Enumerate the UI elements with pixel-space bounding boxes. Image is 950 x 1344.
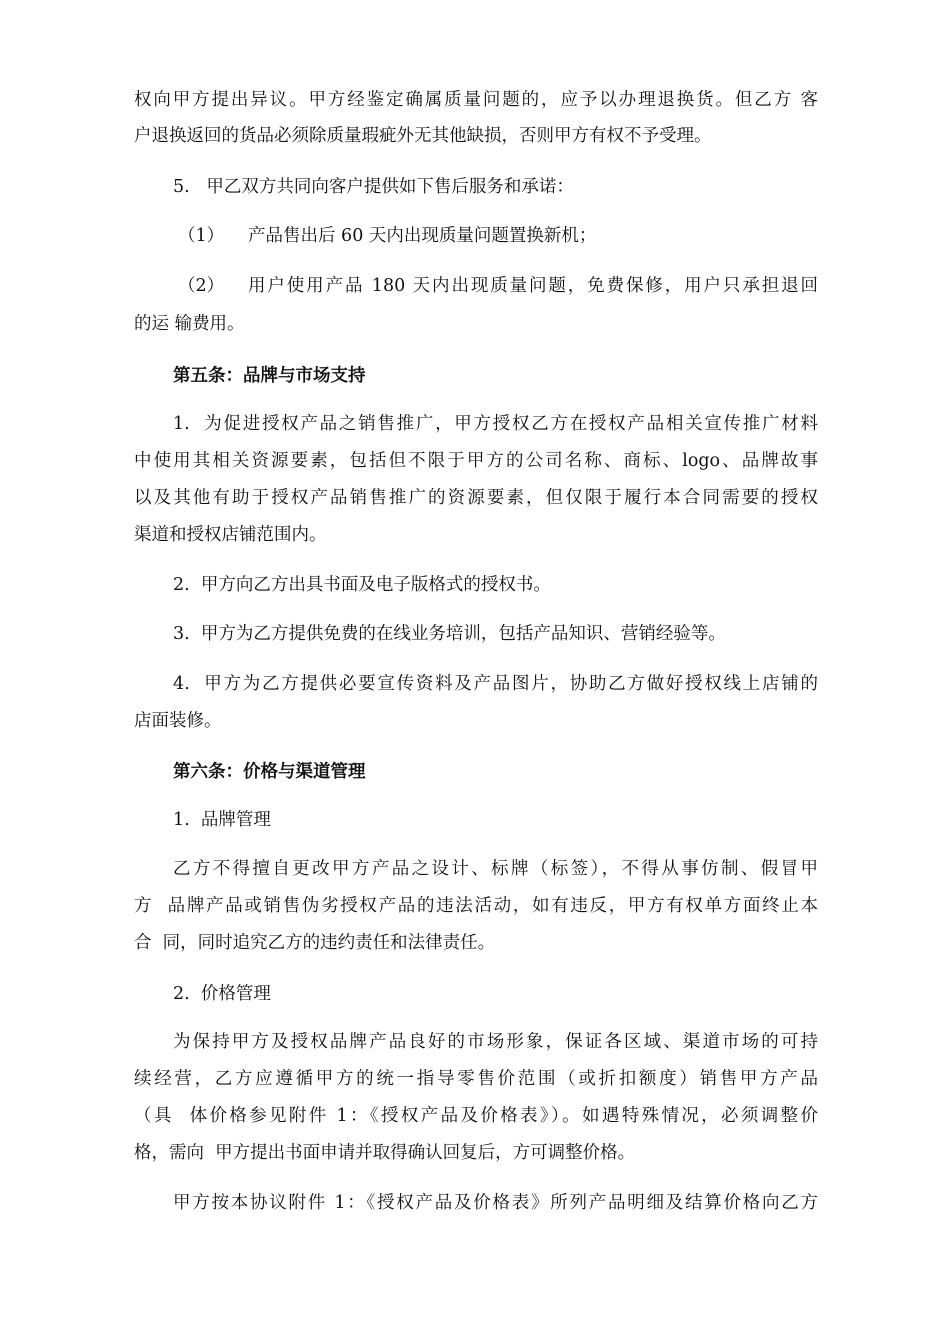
paragraph-line: 合 同，同时追究乙方的违约责任和法律责任。: [134, 933, 496, 953]
section-heading: 第六条：价格与渠道管理: [173, 762, 366, 782]
subsection-heading: 2. 价格管理: [173, 984, 271, 1004]
paragraph-line: 渠道和授权店铺范围内。: [134, 525, 327, 545]
paragraph-line: 方 品牌产品或销售伪劣授权产品的违法活动，如有违反，甲方有权单方面终止本: [134, 896, 818, 916]
paragraph-line: 甲方按本协议附件 1：《授权产品及价格表》所列产品明细及结算价格向乙方: [173, 1193, 818, 1213]
paragraph-line: 为保持甲方及授权品牌产品良好的市场形象，保证各区域、渠道市场的可持: [173, 1032, 818, 1052]
paragraph-line: 3. 甲方为乙方提供免费的在线业务培训，包括产品知识、营销经验等。: [173, 624, 726, 644]
paragraph-line: 4. 甲方为乙方提供必要宣传资料及产品图片，协助乙方做好授权线上店铺的: [173, 674, 818, 694]
paragraph-line: 权向甲方提出异议。甲方经鉴定确属质量问题的，应予以办理退换货。但乙方 客: [134, 90, 818, 110]
paragraph-line: 的运 输费用。: [134, 314, 245, 334]
paragraph-line: 1. 为促进授权产品之销售推广，甲方授权乙方在授权产品相关宣传推广材料: [173, 414, 818, 434]
paragraph-line: （具 体价格参见附件 1：《授权产品及价格表》）。如遇特殊情况，必须调整价: [134, 1106, 818, 1126]
sub-item-number: （1）: [178, 226, 225, 246]
sub-item-text: 用户使用产品 180 天内出现质量问题，免费保修，用户只承担退回: [248, 276, 818, 296]
sub-item-text: 产品售出后 60 天内出现质量问题置换新机；: [248, 226, 597, 246]
list-item-5: 5. 甲乙双方共同向客户提供如下售后服务和承诺：: [173, 177, 574, 197]
paragraph-line: 中使用其相关资源要素，包括但不限于甲方的公司名称、商标、logo、品牌故事: [134, 451, 818, 471]
paragraph-line: 格，需向 甲方提出书面申请并取得确认回复后，方可调整价格。: [134, 1143, 636, 1163]
paragraph-line: 店面装修。: [134, 711, 222, 731]
paragraph-line: 2. 甲方向乙方出具书面及电子版格式的授权书。: [173, 575, 551, 595]
sub-item-number: （2）: [178, 276, 225, 296]
subsection-heading: 1. 品牌管理: [173, 810, 271, 830]
paragraph-line: 乙方不得擅自更改甲方产品之设计、标牌（标签），不得从事仿制、假冒甲: [173, 859, 818, 879]
paragraph-line: 以及其他有助于授权产品销售推广的资源要素，但仅限于履行本合同需要的授权: [134, 488, 818, 508]
paragraph-line: 续经营，乙方应遵循甲方的统一指导零售价范围（或折扣额度）销售甲方产品: [134, 1069, 818, 1089]
paragraph-line: 户退换返回的货品必须除质量瑕疵外无其他缺损，否则甲方有权不予受理。: [134, 126, 712, 146]
section-heading: 第五条：品牌与市场支持: [173, 366, 366, 386]
